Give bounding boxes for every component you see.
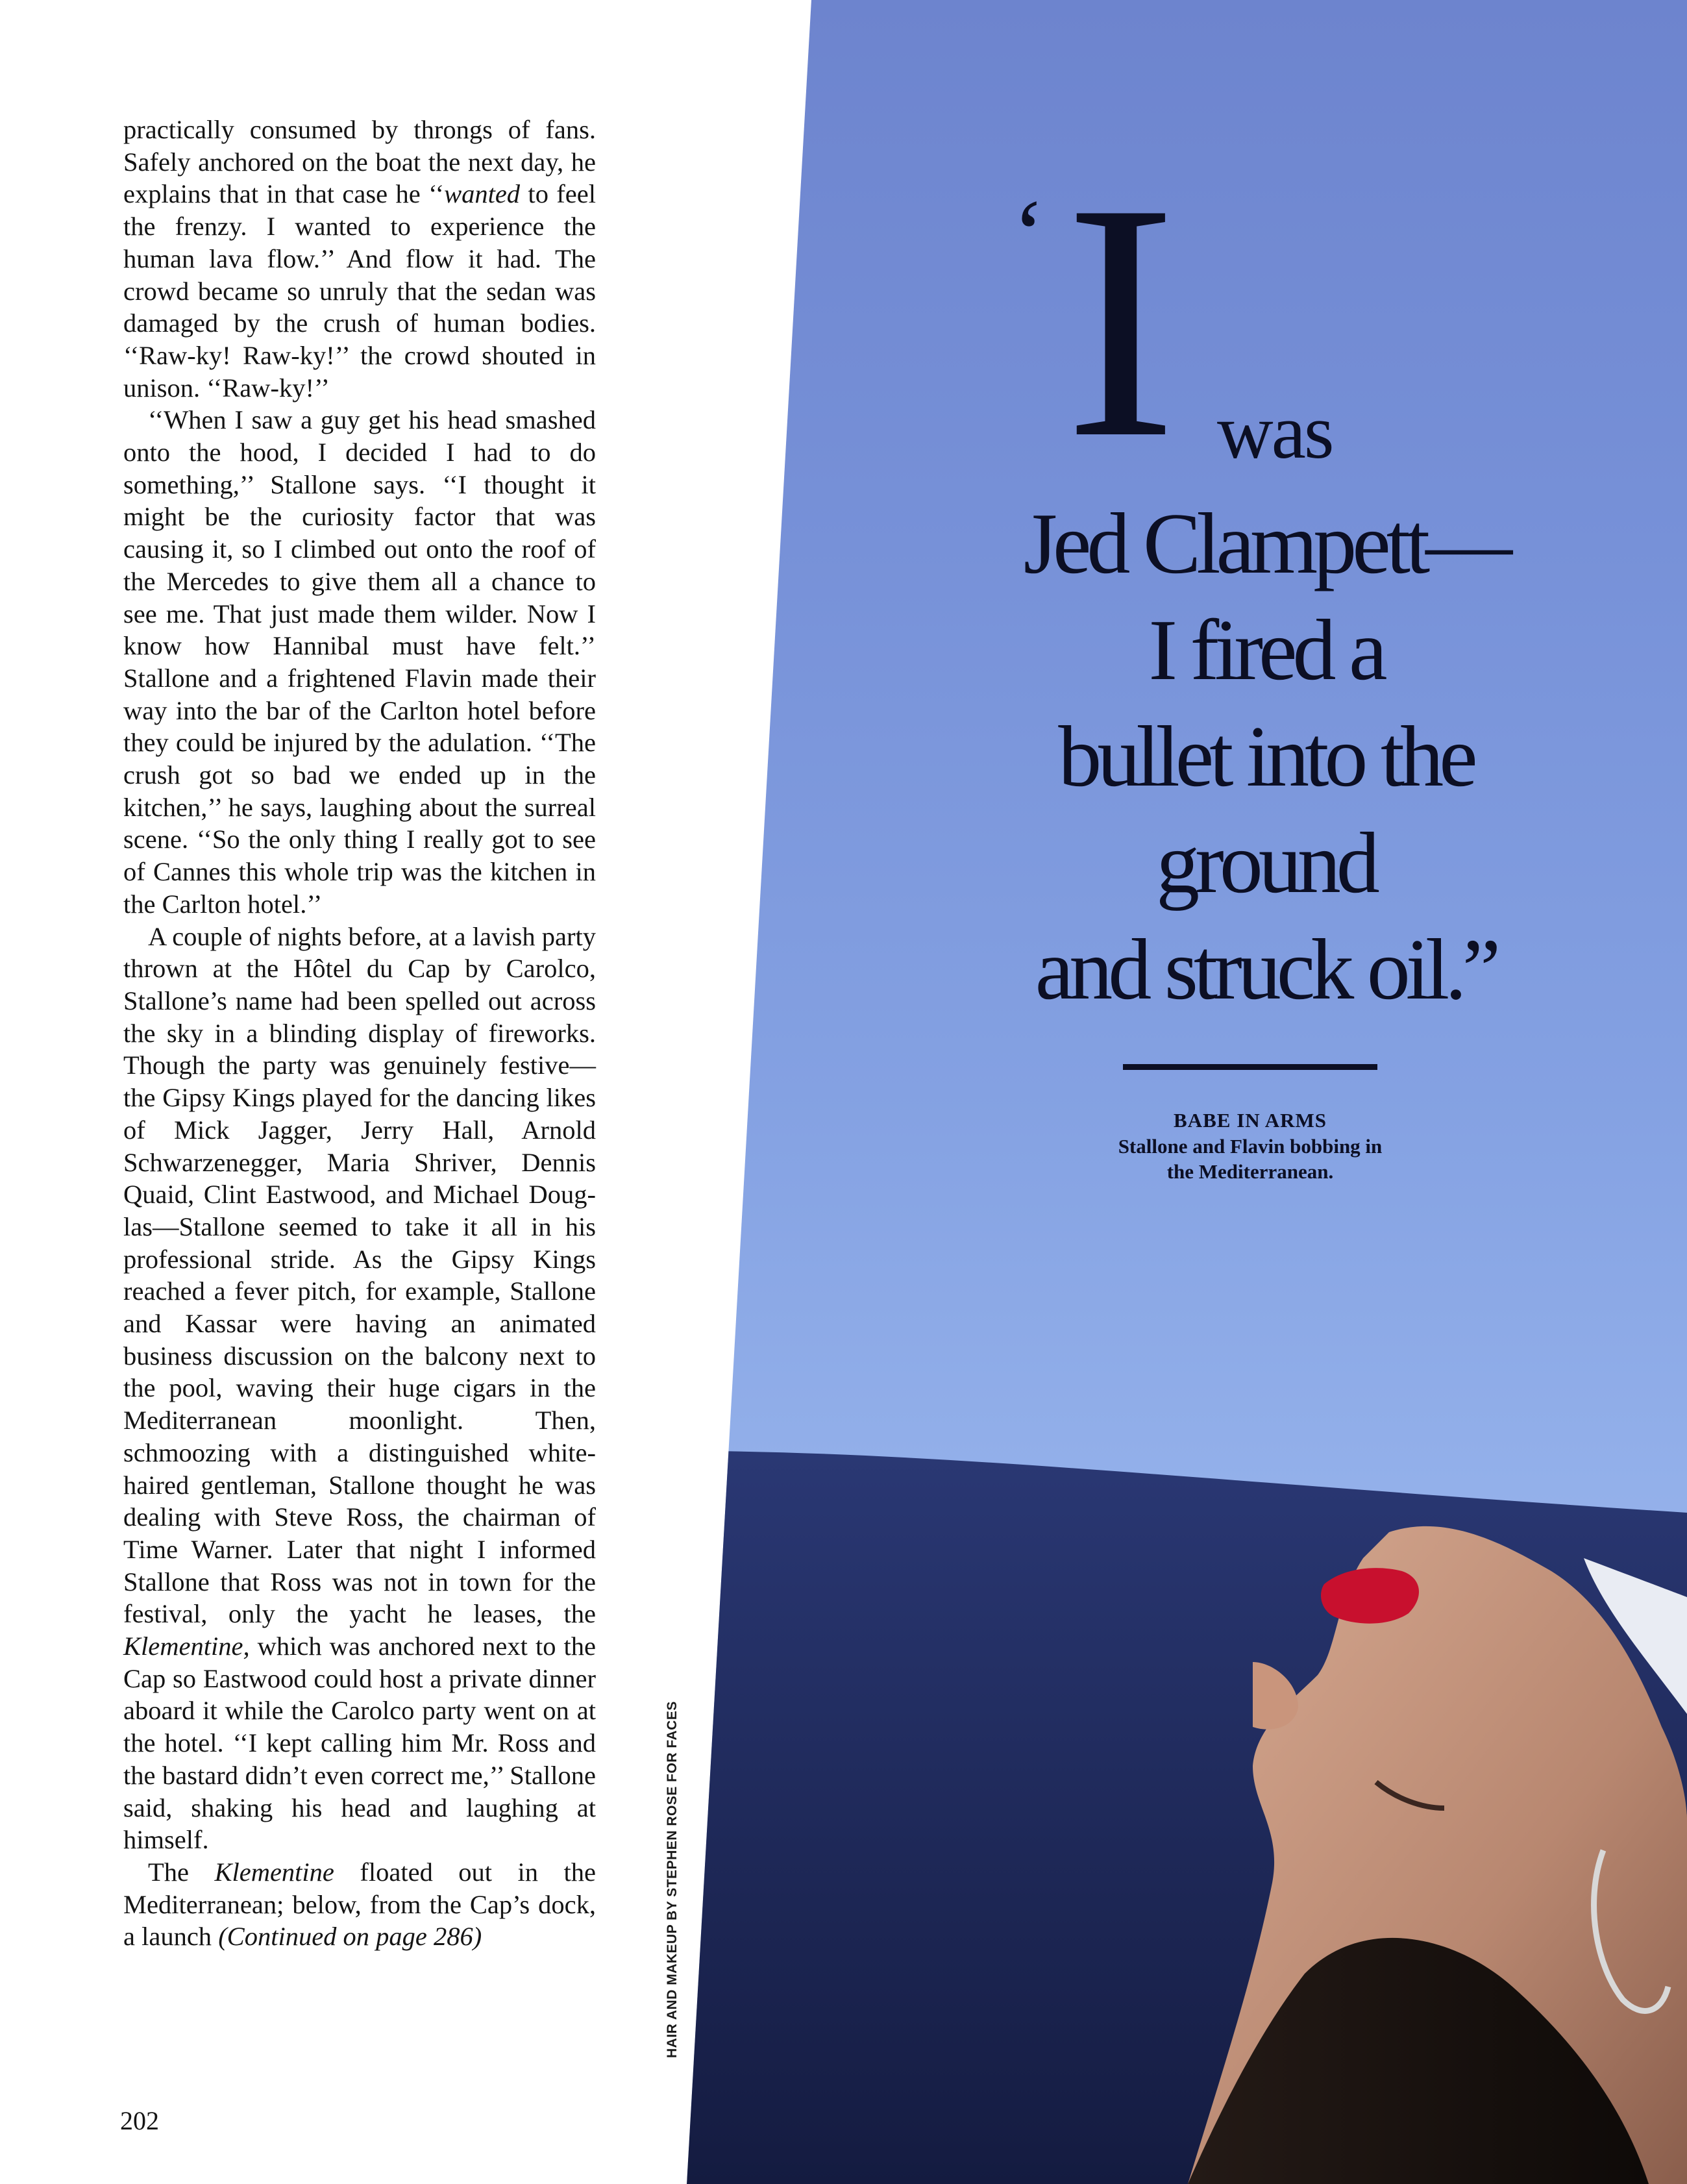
pull-quote-line: bullet into the bbox=[1058, 708, 1473, 804]
pull-quote-line: I fired a bbox=[1148, 602, 1383, 698]
article-paragraph bbox=[123, 114, 596, 404]
divider-rule bbox=[1123, 1064, 1377, 1070]
pull-quote-word-was: was bbox=[1217, 388, 1333, 475]
open-quote-mark: ‘ bbox=[1013, 180, 1045, 288]
text-run: practically consumed by throngs of fans. Safely anchored on the boat the next day, he explains that in that case he ‘‘ bbox=[123, 115, 596, 209]
photo-caption bbox=[919, 1108, 1581, 1184]
text-run: to feel the frenzy. I wanted to experience the human lava flow.’’ And flow it had. The crowd became so unruly that the sedan was damaged by the crush of human bodies. ‘‘Raw-ky! Raw-ky!’’ the crowd shouted in unison. ‘‘Raw-ky!’’ bbox=[123, 179, 597, 403]
photo-credit: HAIR AND MAKEUP BY STEPHEN ROSE FOR FACES bbox=[665, 1701, 680, 2058]
article-body bbox=[123, 114, 596, 1953]
pull-quote-line: Jed Clampett— bbox=[1023, 495, 1508, 591]
italic-text: (Continued on page 286) bbox=[218, 1922, 482, 1952]
caption-line: Stallone and Flavin bobbing in bbox=[1118, 1135, 1383, 1158]
text-run: which was anchored next to the Cap so Eastwood could host a private dinner aboard it while the Carolco party went on at the hotel. ‘‘I kept calling him Mr. Ross and the bastard didn’t even correct me,’’ Stallone said, shaking his head and laughing at himself. bbox=[123, 1632, 596, 1855]
pull-quote-opening bbox=[935, 134, 1597, 508]
italic-text: Klementine bbox=[214, 1857, 334, 1887]
caption-heading: BABE IN ARMS bbox=[1174, 1109, 1327, 1132]
text-run: floated out in the Mediterranean; below, from the Cap’s dock, a launch bbox=[123, 1857, 596, 1952]
italic-text: Klementine, bbox=[123, 1632, 250, 1661]
italic-text: wanted bbox=[444, 179, 521, 209]
page-number: 202 bbox=[120, 2106, 159, 2135]
pull-quote bbox=[935, 134, 1597, 1184]
article-paragraph bbox=[123, 1856, 596, 1953]
text-run: ‘‘When I saw a guy get his head smashed onto the hood, I decided I had to do something,’’ Stallone says. ‘‘I thought it might be the curiosity factor that was causing it, so I climbed out onto the roof of the Mercedes to give them all a chance to see me. That just made them wilder. Now I know how Hannibal must have felt.’’ Stallone and a frightened Flavin made their way into the bar of the Carlton hotel before they could be injured by the adulation. ‘‘The crush got so bad we ended up in the kitchen,’’ he says, laughing about the surreal scene. ‘‘So the only thing I really got to see of Cannes this whole trip was the kitchen in the Carlton hotel.’’ bbox=[123, 405, 596, 919]
pull-quote-line: ground bbox=[1156, 815, 1375, 911]
article-paragraph bbox=[123, 921, 596, 1856]
pull-quote-line: and struck oil.” bbox=[1035, 921, 1497, 1017]
text-run: The bbox=[148, 1857, 215, 1887]
drop-letter: I bbox=[1065, 134, 1177, 508]
article-paragraph bbox=[123, 404, 596, 920]
caption-line: the Mediterranean. bbox=[1166, 1160, 1334, 1183]
text-run: A couple of nights before, at a lavish party thrown at the Hôtel du Cap by Carolco, Stallone’s name had been spelled out across the sky in a blinding display of fireworks. Though the party was genuinely festive—the Gipsy Kings played for the dancing likes of Mick Jagger, Jerry Hall, Arnold Schwarzenegger, Maria Shriver, Dennis Quaid, Clint Eastwood, and Michael Douglas—Stallone seemed to take it all in his professional stride. As the Gipsy Kings reached a fever pitch, for example, Stallone and Kassar were having an animated business discussion on the balcony next to the pool, waving their huge cigars in the Mediterranean moonlight. Then, schmoozing with a distinguished white-haired gentleman, Stallone thought he was dealing with Steve Ross, the chairman of Time Warner. Later that night I informed Stallone that Ross was not in town for the festival, only the yacht he leases, the bbox=[123, 921, 596, 1629]
